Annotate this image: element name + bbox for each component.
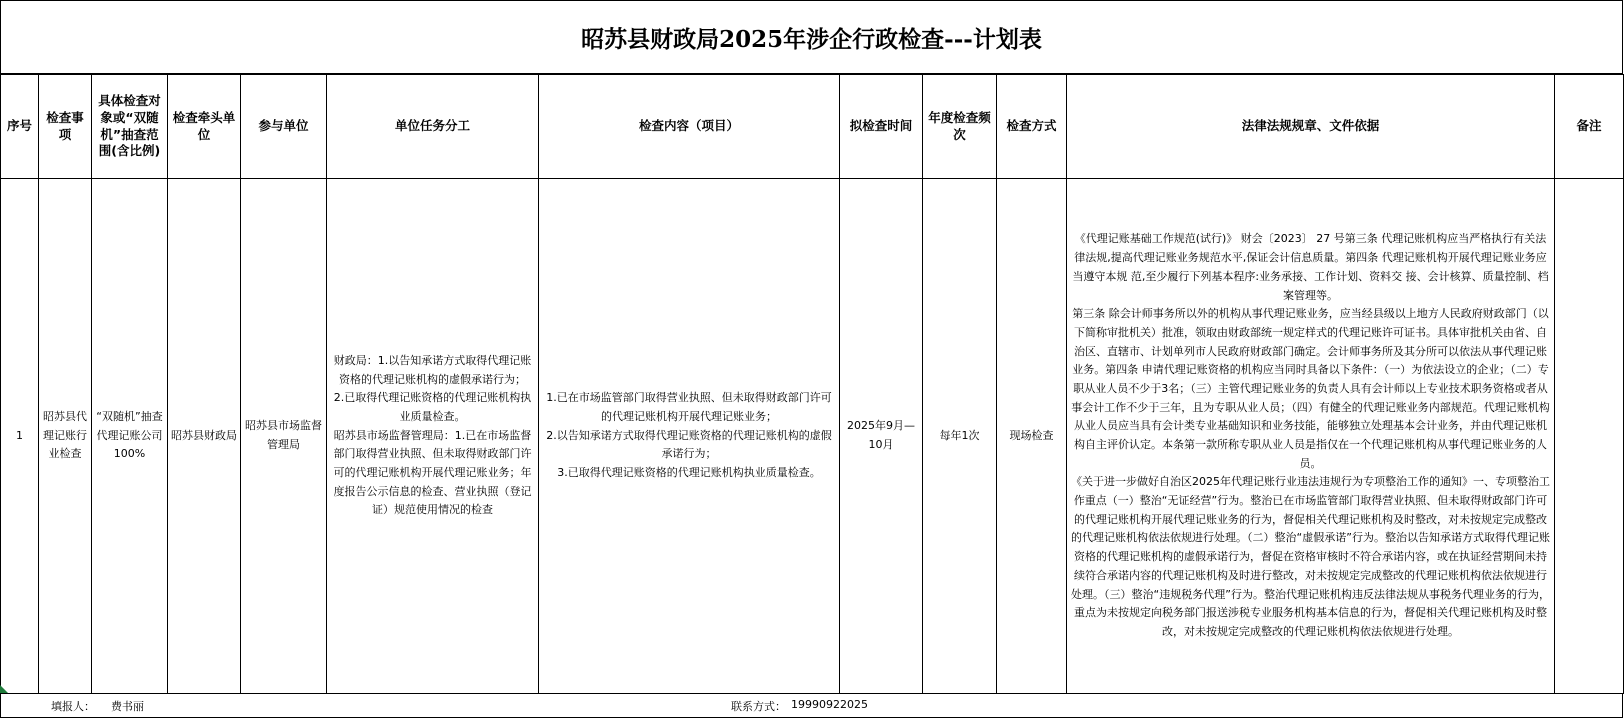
cell-seq: 1	[1, 179, 39, 694]
cell-item: 昭苏县代理记账行业检查	[39, 179, 92, 694]
header-division: 单位任务分工	[327, 75, 539, 179]
contact-label: 联系方式：	[731, 700, 786, 713]
cell-corner-marker	[0, 685, 8, 693]
header-lead: 检查牵头单位	[168, 75, 241, 179]
header-remark: 备注	[1555, 75, 1624, 179]
header-basis: 法律法规规章、文件依据	[1067, 75, 1555, 179]
basis-text: 《代理记账基础工作规范(试行)》 财会〔2023〕 27 号第三条 代理记账机构应当严格执行有关法律法规,提高代理记账业务规范水平,保证会计信息质量。第四条 代理记账机构开展代理记账业务应当遵守本规 范,至少履行下列基本程序:业务承接、工作计划、资料交 接、会计核算、质量控制、档案管理等。 第三条 除会计师事务所以外的机构从事代理记账业务，应当经县级以上地方人民政府财政部门（以下简称审批机关）批准，领取由财政部统一规定样式的代理记账许可证书。具体审批机关由省、自治区、直辖市、计划单列市人民政府财政部门确定。会计师事务所及其分所可以依法从事代理记账业务。第四条 申请代理记账资格的机构应当同时具备以下条件：（一）为依法设立的企业；（二）专职从业人员不少于3名；（三）主管代理记账业务的负责人具有会计师以上专业技术职务资格或者从事会计工作不少于三年，且为专职从业人员；（四）有健全的代理记账业务内部规范。代理记账机构从业人员应当具有会计类专业基础知识和业务技能，能够独立处理基本会计业务，并由代理记账机构自主评价认定。本条第一款所称专职从业人员是指仅在一个代理记账机构从事代理记账业务的人员。 《关于进一步做好自治区2025年代理记账行业违法违规行为专项整治工作的通知》一、专项整治工作重点（一）整治“无证经营”行为。整治已在市场监管部门取得营业执照、但未取得财政部门许可的代理记账机构开展代理记账业务的行为，督促相关代理记账机构及时整改，对未按规定完成整改的代理记账机构依法依规进行处理。（二）整治“虚假承诺”行为。整治以告知承诺方式取得代理记账资格的代理记账机构的虚假承诺行为，督促在资格审核时不符合承诺内容，或在执证经营期间未持续符合承诺内容的代理记账机构及时进行整改，对未按规定完成整改的代理记账机构依法依规进行处理。（三）整治“违规税务代理”行为。整治代理记账机构违反法律法规从事税务代理业务的行为，重点为未按规定向税务部门报送涉税专业服务机构基本信息的行为，督促相关代理记账机构及时整改，对未按规定完成整改的代理记账机构依法依规进行处理。	[1071, 232, 1550, 638]
cell-basis	[1067, 179, 1555, 694]
cell-remark	[1555, 179, 1624, 694]
filler-label: 填报人：	[51, 700, 95, 713]
header-item: 检查事项	[39, 75, 92, 179]
table-header-row	[1, 75, 1624, 179]
header-method: 检查方式	[997, 75, 1067, 179]
page-title: 昭苏县财政局2025年涉企行政检查---计划表	[0, 0, 1623, 74]
cell-lead: 昭苏县财政局	[168, 179, 241, 694]
cell-time: 2025年9月—10月	[840, 179, 923, 694]
footer-row	[0, 693, 1623, 718]
cell-scope: “双随机”抽查代理记账公司100%	[92, 179, 168, 694]
header-scope: 具体检查对象或“双随机”抽查范围(含比例)	[92, 75, 168, 179]
table-row	[1, 179, 1624, 694]
cell-content	[539, 179, 840, 694]
header-time: 拟检查时间	[840, 75, 923, 179]
plan-table	[0, 74, 1624, 694]
cell-participant: 昭苏县市场监督管理局	[241, 179, 327, 694]
header-participant: 参与单位	[241, 75, 327, 179]
header-content: 检查内容（项目）	[539, 75, 840, 179]
filler-name: 费书丽	[111, 700, 144, 713]
header-seq: 序号	[1, 75, 39, 179]
contact-value: 19990922025	[791, 698, 868, 711]
cell-division	[327, 179, 539, 694]
content-text: 1.已在市场监管部门取得营业执照、但未取得财政部门许可的代理记账机构开展代理记账业务； 2.以告知承诺方式取得代理记账资格的代理记账机构的虚假承诺行为； 3.已取得代理记账资格的代理记账机构执业质量检查。	[546, 391, 832, 480]
division-text: 财政局：1.以告知承诺方式取得代理记账资格的代理记账机构的虚假承诺行为； 2.已取得代理记账资格的代理记账机构执业质量检查。 昭苏县市场监督管理局：1.已在市场监督部门取得营业执照、但未取得财政部门许可的代理记账机构开展代理记账业务；年度报告公示信息的检查、营业执照（登记证）规范使用情况的检查	[333, 353, 532, 517]
cell-frequency: 每年1次	[923, 179, 997, 694]
header-frequency: 年度检查频次	[923, 75, 997, 179]
cell-method: 现场检查	[997, 179, 1067, 694]
